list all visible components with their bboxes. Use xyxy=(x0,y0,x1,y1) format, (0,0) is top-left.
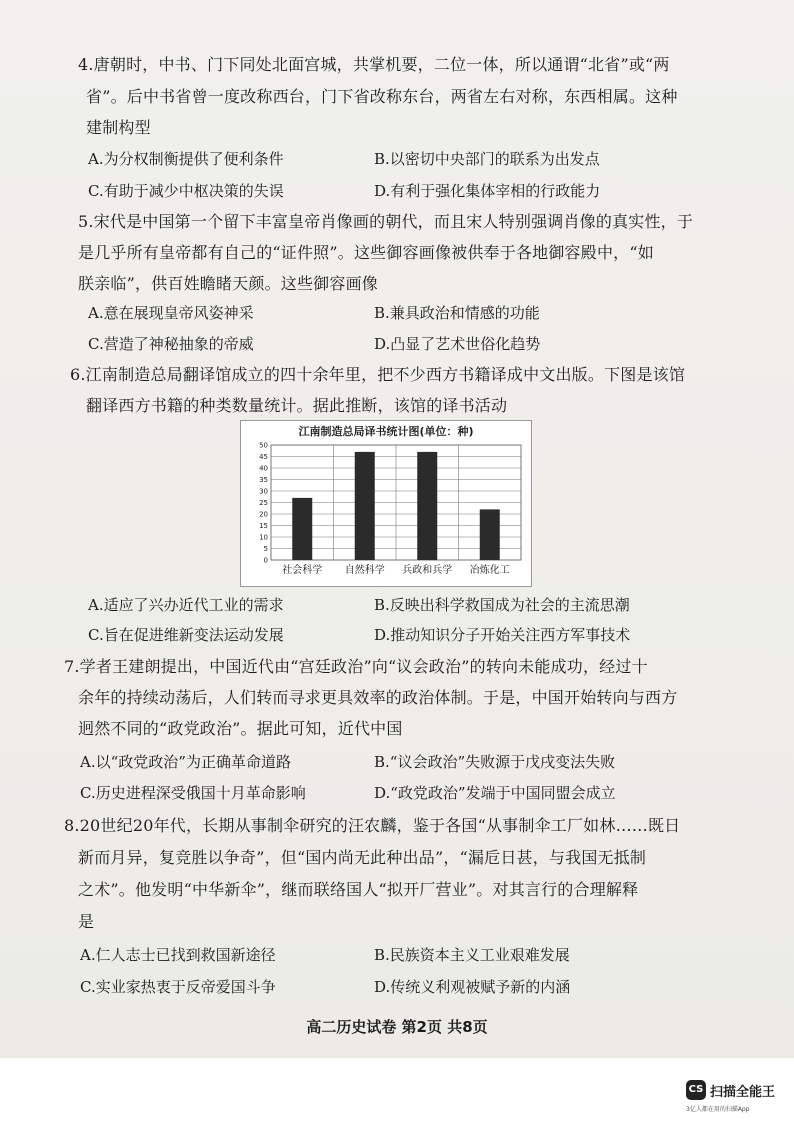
y-tick-label: 35 xyxy=(259,476,268,484)
q8-option-a: A.仁人志士已找到救国新途径 xyxy=(80,946,276,964)
q5-option-b: B.兼具政治和情感的功能 xyxy=(374,304,540,322)
q8-option-b: B.民族资本主义工业艰难发展 xyxy=(374,946,570,964)
scanner-watermark xyxy=(686,1080,786,1120)
q4-option-d: D.有利于强化集体宰相的行政能力 xyxy=(374,182,601,200)
y-tick-label: 45 xyxy=(259,453,268,461)
q4-option-a: A.为分权制衡提供了便利条件 xyxy=(88,150,284,168)
watermark-tagline: 3亿人都在用的扫描App xyxy=(686,1106,750,1113)
q5-option-d: D.凸显了艺术世俗化趋势 xyxy=(374,335,541,353)
q7-option-a: A.以“政党政治”为正确革命道路 xyxy=(80,753,291,771)
chart-title: 江南制造总局译书统计图(单位：种) xyxy=(298,425,474,438)
q8-stem-line-1: 8.20世纪20年代，长期从事制伞研究的汪农麟，鉴于各国“从事制伞工厂如林……既日 xyxy=(64,816,681,835)
y-tick-label: 25 xyxy=(259,499,268,507)
q8-option-d: D.传统义利观被赋予新的内涵 xyxy=(374,978,571,996)
q8-stem-line-3: 之术”。他发明“中华新伞”，继而联络国人“拟开厂营业”。对其言行的合理解释 xyxy=(78,880,639,899)
q4-stem-line-2: 省”。后中书省曾一度改称西台，门下省改称东台，两省左右对称，东西相属。这种 xyxy=(86,87,678,106)
bar xyxy=(417,452,437,560)
y-tick-label: 30 xyxy=(259,487,268,496)
q6-option-d: D.推动知识分子开始关注西方军事技术 xyxy=(374,626,631,644)
x-category-label: 冶炼化工 xyxy=(469,565,510,576)
camscanner-logo-icon: CS xyxy=(686,1080,706,1100)
q5-stem-line-2: 是几乎所有皇帝都有自己的“证件照”。这些御容画像被供奉于各地御容殿中，“如 xyxy=(78,243,654,262)
page-footer: 高二历史试卷 第2页 共8页 xyxy=(306,1018,488,1036)
q5-stem-line-1: 5.宋代是中国第一个留下丰富皇帝肖像画的朝代，而且宋人特别强调肖像的真实性，于 xyxy=(78,212,694,231)
q8-stem-line-2: 新而月异，复竞胜以争奇”，但“国内尚无此种出品”，“漏卮日甚，与我国无抵制 xyxy=(78,848,647,867)
x-category-label: 社会科学 xyxy=(282,565,323,576)
q6-option-a: A.适应了兴办近代工业的需求 xyxy=(88,596,284,614)
q8-option-c: C.实业家热衷于反帝爱国斗争 xyxy=(80,978,276,996)
q5-option-c: C.营造了神秘抽象的帝威 xyxy=(88,335,254,353)
bar xyxy=(355,452,375,560)
q6-option-b: B.反映出科学救国成为社会的主流思潮 xyxy=(374,596,630,614)
translation-bar-chart xyxy=(240,420,532,587)
q5-stem-line-3: 朕亲临”，供百姓瞻睹天颜。这些御容画像 xyxy=(78,274,378,293)
bar xyxy=(292,498,312,560)
bar xyxy=(480,509,500,560)
q6-stem-line-2: 翻译西方书籍的种类数量统计。据此推断，该馆的译书活动 xyxy=(86,396,508,415)
q4-stem-line-3: 建制构型 xyxy=(86,118,151,137)
q5-option-a: A.意在展现皇帝风姿神采 xyxy=(88,304,254,322)
q7-option-b: B.“议会政治”失败源于戊戌变法失败 xyxy=(374,753,616,771)
q4-stem-line-1: 4.唐朝时，中书、门下同处北面宫城，共掌机要，二位一体，所以通谓“北省”或“两 xyxy=(78,55,670,74)
y-tick-label: 20 xyxy=(259,510,268,519)
q7-stem-line-1: 7.学者王建朗提出，中国近代由“宫廷政治”向“议会政治”的转向未能成功，经过十 xyxy=(64,657,648,676)
q6-stem-line-1: 6.江南制造总局翻译馆成立的四十余年里，把不少西方书籍译成中文出版。下图是该馆 xyxy=(70,365,686,384)
q4-option-b: B.以密切中央部门的联系为出发点 xyxy=(374,150,600,168)
q7-option-d: D.“政党政治”发端于中国同盟会成立 xyxy=(374,784,616,802)
q7-stem-line-2: 余年的持续动荡后，人们转而寻求更具效率的政治体制。于是，中国开始转向与西方 xyxy=(78,688,678,707)
y-tick-label: 15 xyxy=(259,522,268,530)
watermark-app-name: 扫描全能王 xyxy=(710,1085,776,1100)
q7-stem-line-3: 迥然不同的“政党政治”。据此可知，近代中国 xyxy=(78,719,403,738)
y-tick-label: 40 xyxy=(259,464,268,473)
q8-stem-line-4: 是 xyxy=(78,912,95,931)
q7-option-c: C.历史进程深受俄国十月革命影响 xyxy=(80,784,306,802)
y-tick-label: 0 xyxy=(263,556,268,565)
x-category-label: 兵政和兵学 xyxy=(402,565,453,576)
y-tick-label: 50 xyxy=(259,441,268,450)
y-tick-label: 5 xyxy=(263,545,268,553)
chart-svg xyxy=(241,421,531,586)
y-tick-label: 10 xyxy=(259,533,268,542)
q6-option-c: C.旨在促进维新变法运动发展 xyxy=(88,626,284,644)
q4-option-c: C.有助于减少中枢决策的失误 xyxy=(88,182,284,200)
x-category-label: 自然科学 xyxy=(344,565,385,576)
